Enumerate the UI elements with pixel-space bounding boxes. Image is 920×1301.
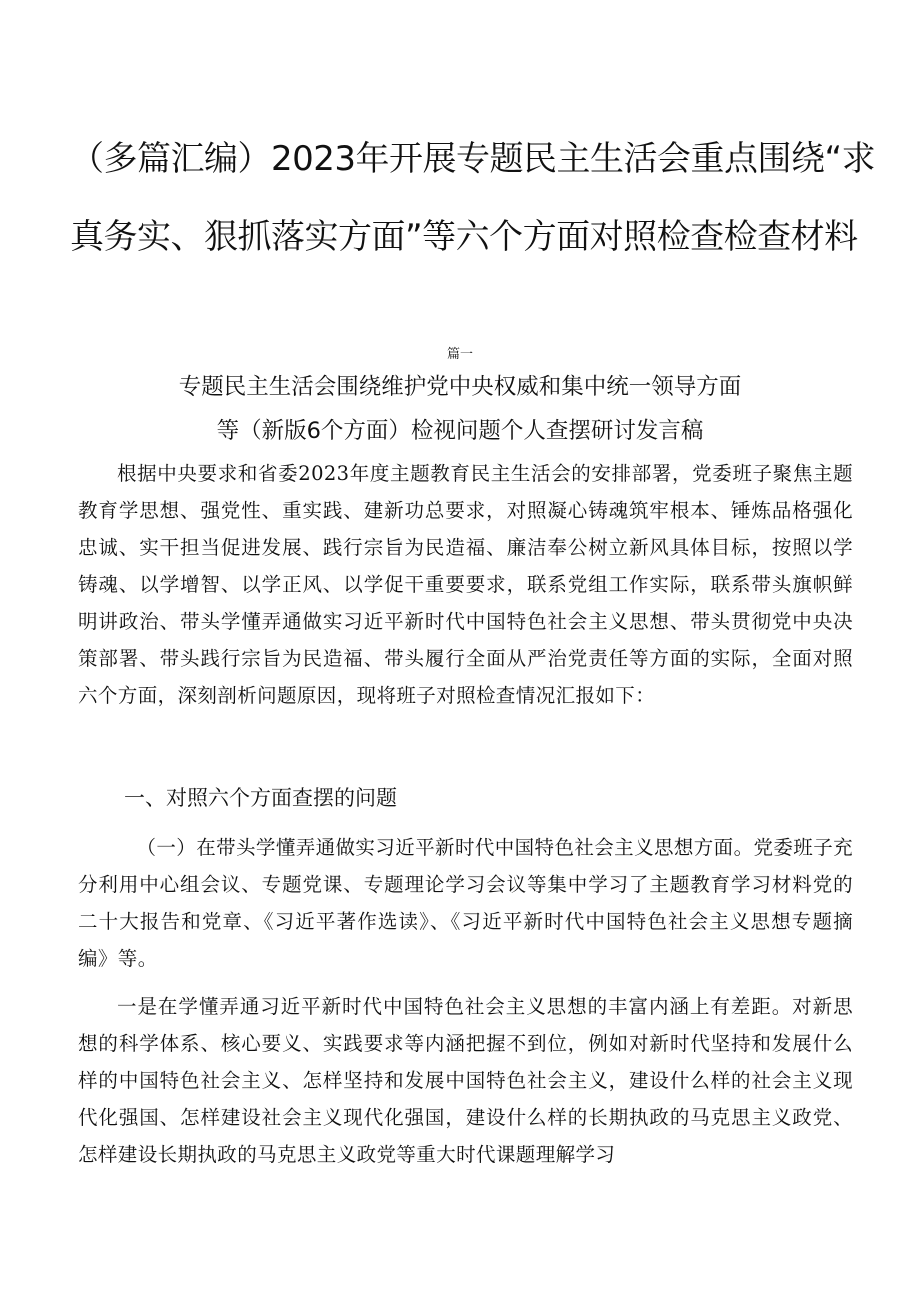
subtitle-line-2: 等（新版6个方面）检视问题个人查摆研讨发言稿 — [216, 418, 704, 444]
document-title-line-2: 真务实、狠抓落实方面”等六个方面对照检查检查材料 — [70, 217, 858, 257]
body-paragraph-2: 一是在学懂弄通习近平新时代中国特色社会主义思想的丰富内涵上有差距。对新思想的科学体系、核心要义、实践要求等内涵把握不到位，例如对新时代坚持和发展什么样的中国特色社会主义、怎样坚持和发展中国特色社会主义，建设什么样的社会主义现代化强国、怎样建设社会主义现代化强国，建设什么样的长期执政的马克思主义政党、怎样建设长期执政的马克思主义政党等重大时代课题理解学习 — [78, 995, 853, 1166]
subtitle-line-1: 专题民主生活会围绕维护党中央权威和集中统一领导方面 — [178, 374, 742, 400]
document-title-line-1: （多篇汇编）2023年开展专题民主生活会重点围绕“求 — [70, 139, 876, 179]
intro-paragraph: 根据中央要求和省委2023年度主题教育民主生活会的安排部署，党委班子聚焦主题教育学思想、强党性、重实践、建新功总要求，对照凝心铸魂筑牢根本、锤炼品格强化忠诚、实干担当促进发展、践行宗旨为民造福、廉洁奉公树立新风具体目标，按照以学铸魂、以学增智、以学正风、以学促干重要要求，联系党组工作实际，联系带头旗帜鲜明讲政治、带头学懂弄通做实习近平新时代中国特色社会主义思想、带头贯彻党中央决策部署、带头践行宗旨为民造福、带头履行全面从严治党责任等方面的实际，全面对照六个方面，深刻剖析问题原因，现将班子对照检查情况汇报如下： — [78, 462, 853, 707]
section-heading: 一、对照六个方面查摆的问题 — [124, 786, 397, 810]
section-label: 篇一 — [446, 347, 473, 362]
body-paragraph-1: （一）在带头学懂弄通做实习近平新时代中国特色社会主义思想方面。党委班子充分利用中心组会议、专题党课、专题理论学习会议等集中学习了主题教育学习材料党的二十大报告和党章、《习近平著作选读》、《习近平新时代中国特色社会主义思想专题摘编》等。 — [78, 836, 853, 970]
